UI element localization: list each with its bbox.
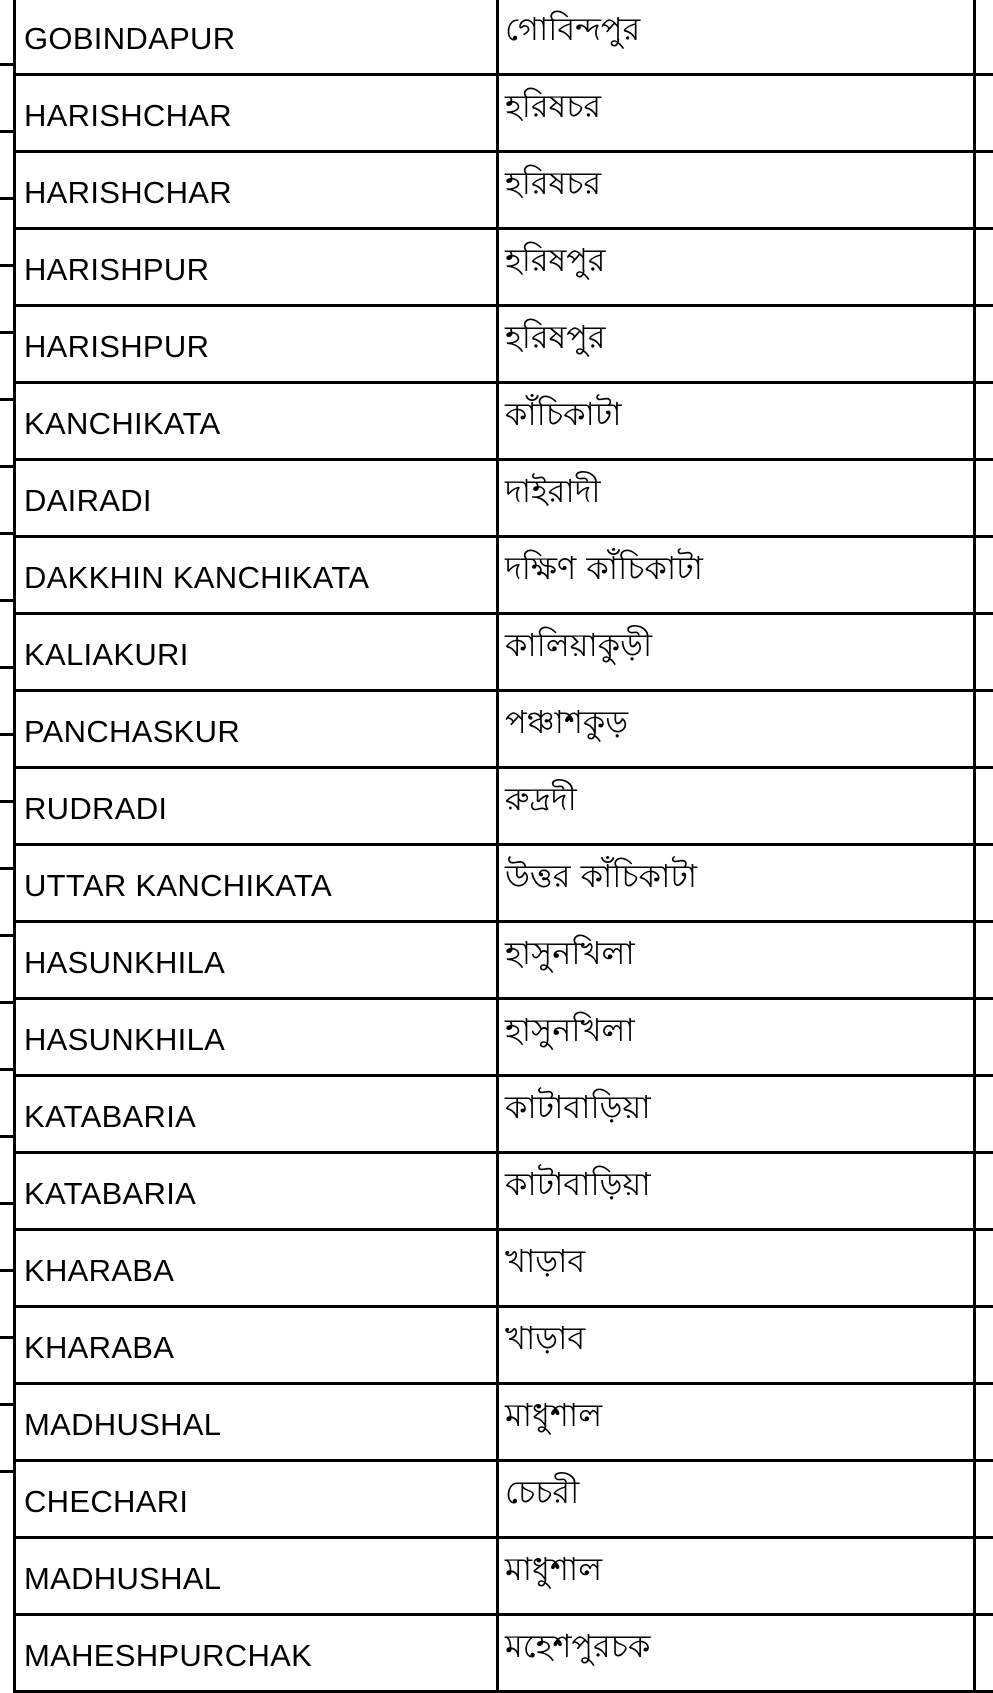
table-row [15, 922, 993, 999]
bengali-name-cell: খাড়াব [498, 1230, 975, 1307]
english-name-cell: HASUNKHILA [15, 999, 498, 1076]
bengali-name-cell: হাসুনখিলা [498, 922, 975, 999]
table-row [15, 768, 993, 845]
bengali-name-cell: মহেশপুরচক [498, 1615, 975, 1692]
empty-cell [975, 537, 993, 614]
english-name-cell: MADHUSHAL [15, 1538, 498, 1615]
row-border-tick [0, 1336, 13, 1339]
row-border-tick [0, 63, 13, 66]
table-row [15, 537, 993, 614]
english-name-cell: GOBINDAPUR [15, 0, 498, 75]
english-name-cell: HARISHPUR [15, 306, 498, 383]
row-border-tick [0, 1269, 13, 1272]
bengali-name-cell: চেচরী [498, 1461, 975, 1538]
empty-cell [975, 1153, 993, 1230]
empty-cell [975, 0, 993, 75]
empty-cell [975, 75, 993, 152]
english-name-cell: UTTAR KANCHIKATA [15, 845, 498, 922]
row-border-tick [0, 934, 13, 937]
table-row [15, 383, 993, 460]
bengali-name-cell: হরিষপুর [498, 229, 975, 306]
row-border-tick [0, 532, 13, 535]
row-border-tick [0, 1202, 13, 1205]
bengali-name-cell: রুদ্রদী [498, 768, 975, 845]
empty-cell [975, 1076, 993, 1153]
left-column-edge [0, 0, 13, 1540]
empty-cell [975, 922, 993, 999]
empty-cell [975, 1307, 993, 1384]
english-name-cell: KANCHIKATA [15, 383, 498, 460]
table-row [15, 1461, 993, 1538]
bengali-name-cell: হরিষপুর [498, 306, 975, 383]
row-border-tick [0, 1068, 13, 1071]
english-name-cell: HARISHPUR [15, 229, 498, 306]
empty-cell [975, 1615, 993, 1692]
empty-cell [975, 1461, 993, 1538]
bengali-name-cell: হরিষচর [498, 152, 975, 229]
row-border-tick [0, 1135, 13, 1138]
empty-cell [975, 1538, 993, 1615]
row-border-tick [0, 1001, 13, 1004]
english-name-cell: HASUNKHILA [15, 922, 498, 999]
bengali-name-cell: কাটাবাড়িয়া [498, 1076, 975, 1153]
empty-cell [975, 152, 993, 229]
row-border-tick [0, 666, 13, 669]
english-name-cell: MAHESHPURCHAK [15, 1615, 498, 1692]
row-border-tick [0, 130, 13, 133]
table-row [15, 1538, 993, 1615]
empty-cell [975, 1230, 993, 1307]
empty-cell [975, 383, 993, 460]
english-name-cell: KHARABA [15, 1307, 498, 1384]
table-row [15, 229, 993, 306]
empty-cell [975, 1384, 993, 1461]
table-row [15, 0, 993, 75]
english-name-cell: KATABARIA [15, 1076, 498, 1153]
bengali-name-cell: দক্ষিণ কাঁচিকাটা [498, 537, 975, 614]
bengali-name-cell: হাসুনখিলা [498, 999, 975, 1076]
english-name-cell: KALIAKURI [15, 614, 498, 691]
empty-cell [975, 768, 993, 845]
bengali-name-cell: মাধুশাল [498, 1384, 975, 1461]
row-border-tick [0, 1403, 13, 1406]
bengali-name-cell: হরিষচর [498, 75, 975, 152]
empty-cell [975, 691, 993, 768]
table-row [15, 691, 993, 768]
bengali-name-cell: মাধুশাল [498, 1538, 975, 1615]
table-row [15, 75, 993, 152]
row-border-tick [0, 599, 13, 602]
table-row [15, 306, 993, 383]
place-name-table-body [15, 0, 993, 1692]
table-row [15, 1615, 993, 1692]
bengali-name-cell: কাঁচিকাটা [498, 383, 975, 460]
row-border-tick [0, 1470, 13, 1473]
bengali-name-cell: দাইরাদী [498, 460, 975, 537]
table-row [15, 614, 993, 691]
english-name-cell: KATABARIA [15, 1153, 498, 1230]
row-border-tick [0, 197, 13, 200]
table-row [15, 1153, 993, 1230]
bengali-name-cell: গোবিন্দপুর [498, 0, 975, 75]
bengali-name-cell: খাড়াব [498, 1307, 975, 1384]
table-row [15, 845, 993, 922]
row-border-tick [0, 465, 13, 468]
place-name-table [13, 0, 993, 1693]
english-name-cell: DAKKHIN KANCHIKATA [15, 537, 498, 614]
row-border-tick [0, 264, 13, 267]
empty-cell [975, 460, 993, 537]
english-name-cell: MADHUSHAL [15, 1384, 498, 1461]
empty-cell [975, 999, 993, 1076]
table-row [15, 1384, 993, 1461]
english-name-cell: DAIRADI [15, 460, 498, 537]
row-border-tick [0, 800, 13, 803]
table-row [15, 999, 993, 1076]
table-row [15, 1307, 993, 1384]
empty-cell [975, 229, 993, 306]
empty-cell [975, 845, 993, 922]
table-row [15, 1230, 993, 1307]
bengali-name-cell: কাটাবাড়িয়া [498, 1153, 975, 1230]
row-border-tick [0, 867, 13, 870]
table-row [15, 1076, 993, 1153]
english-name-cell: KHARABA [15, 1230, 498, 1307]
bengali-name-cell: উত্তর কাঁচিকাটা [498, 845, 975, 922]
english-name-cell: RUDRADI [15, 768, 498, 845]
english-name-cell: PANCHASKUR [15, 691, 498, 768]
bengali-name-cell: পঞ্চাশকুড় [498, 691, 975, 768]
row-border-tick [0, 331, 13, 334]
english-name-cell: CHECHARI [15, 1461, 498, 1538]
empty-cell [975, 306, 993, 383]
table-row [15, 460, 993, 537]
empty-cell [975, 614, 993, 691]
row-border-tick [0, 398, 13, 401]
english-name-cell: HARISHCHAR [15, 152, 498, 229]
table-row [15, 152, 993, 229]
row-border-tick [0, 733, 13, 736]
bengali-name-cell: কালিয়াকুড়ী [498, 614, 975, 691]
english-name-cell: HARISHCHAR [15, 75, 498, 152]
